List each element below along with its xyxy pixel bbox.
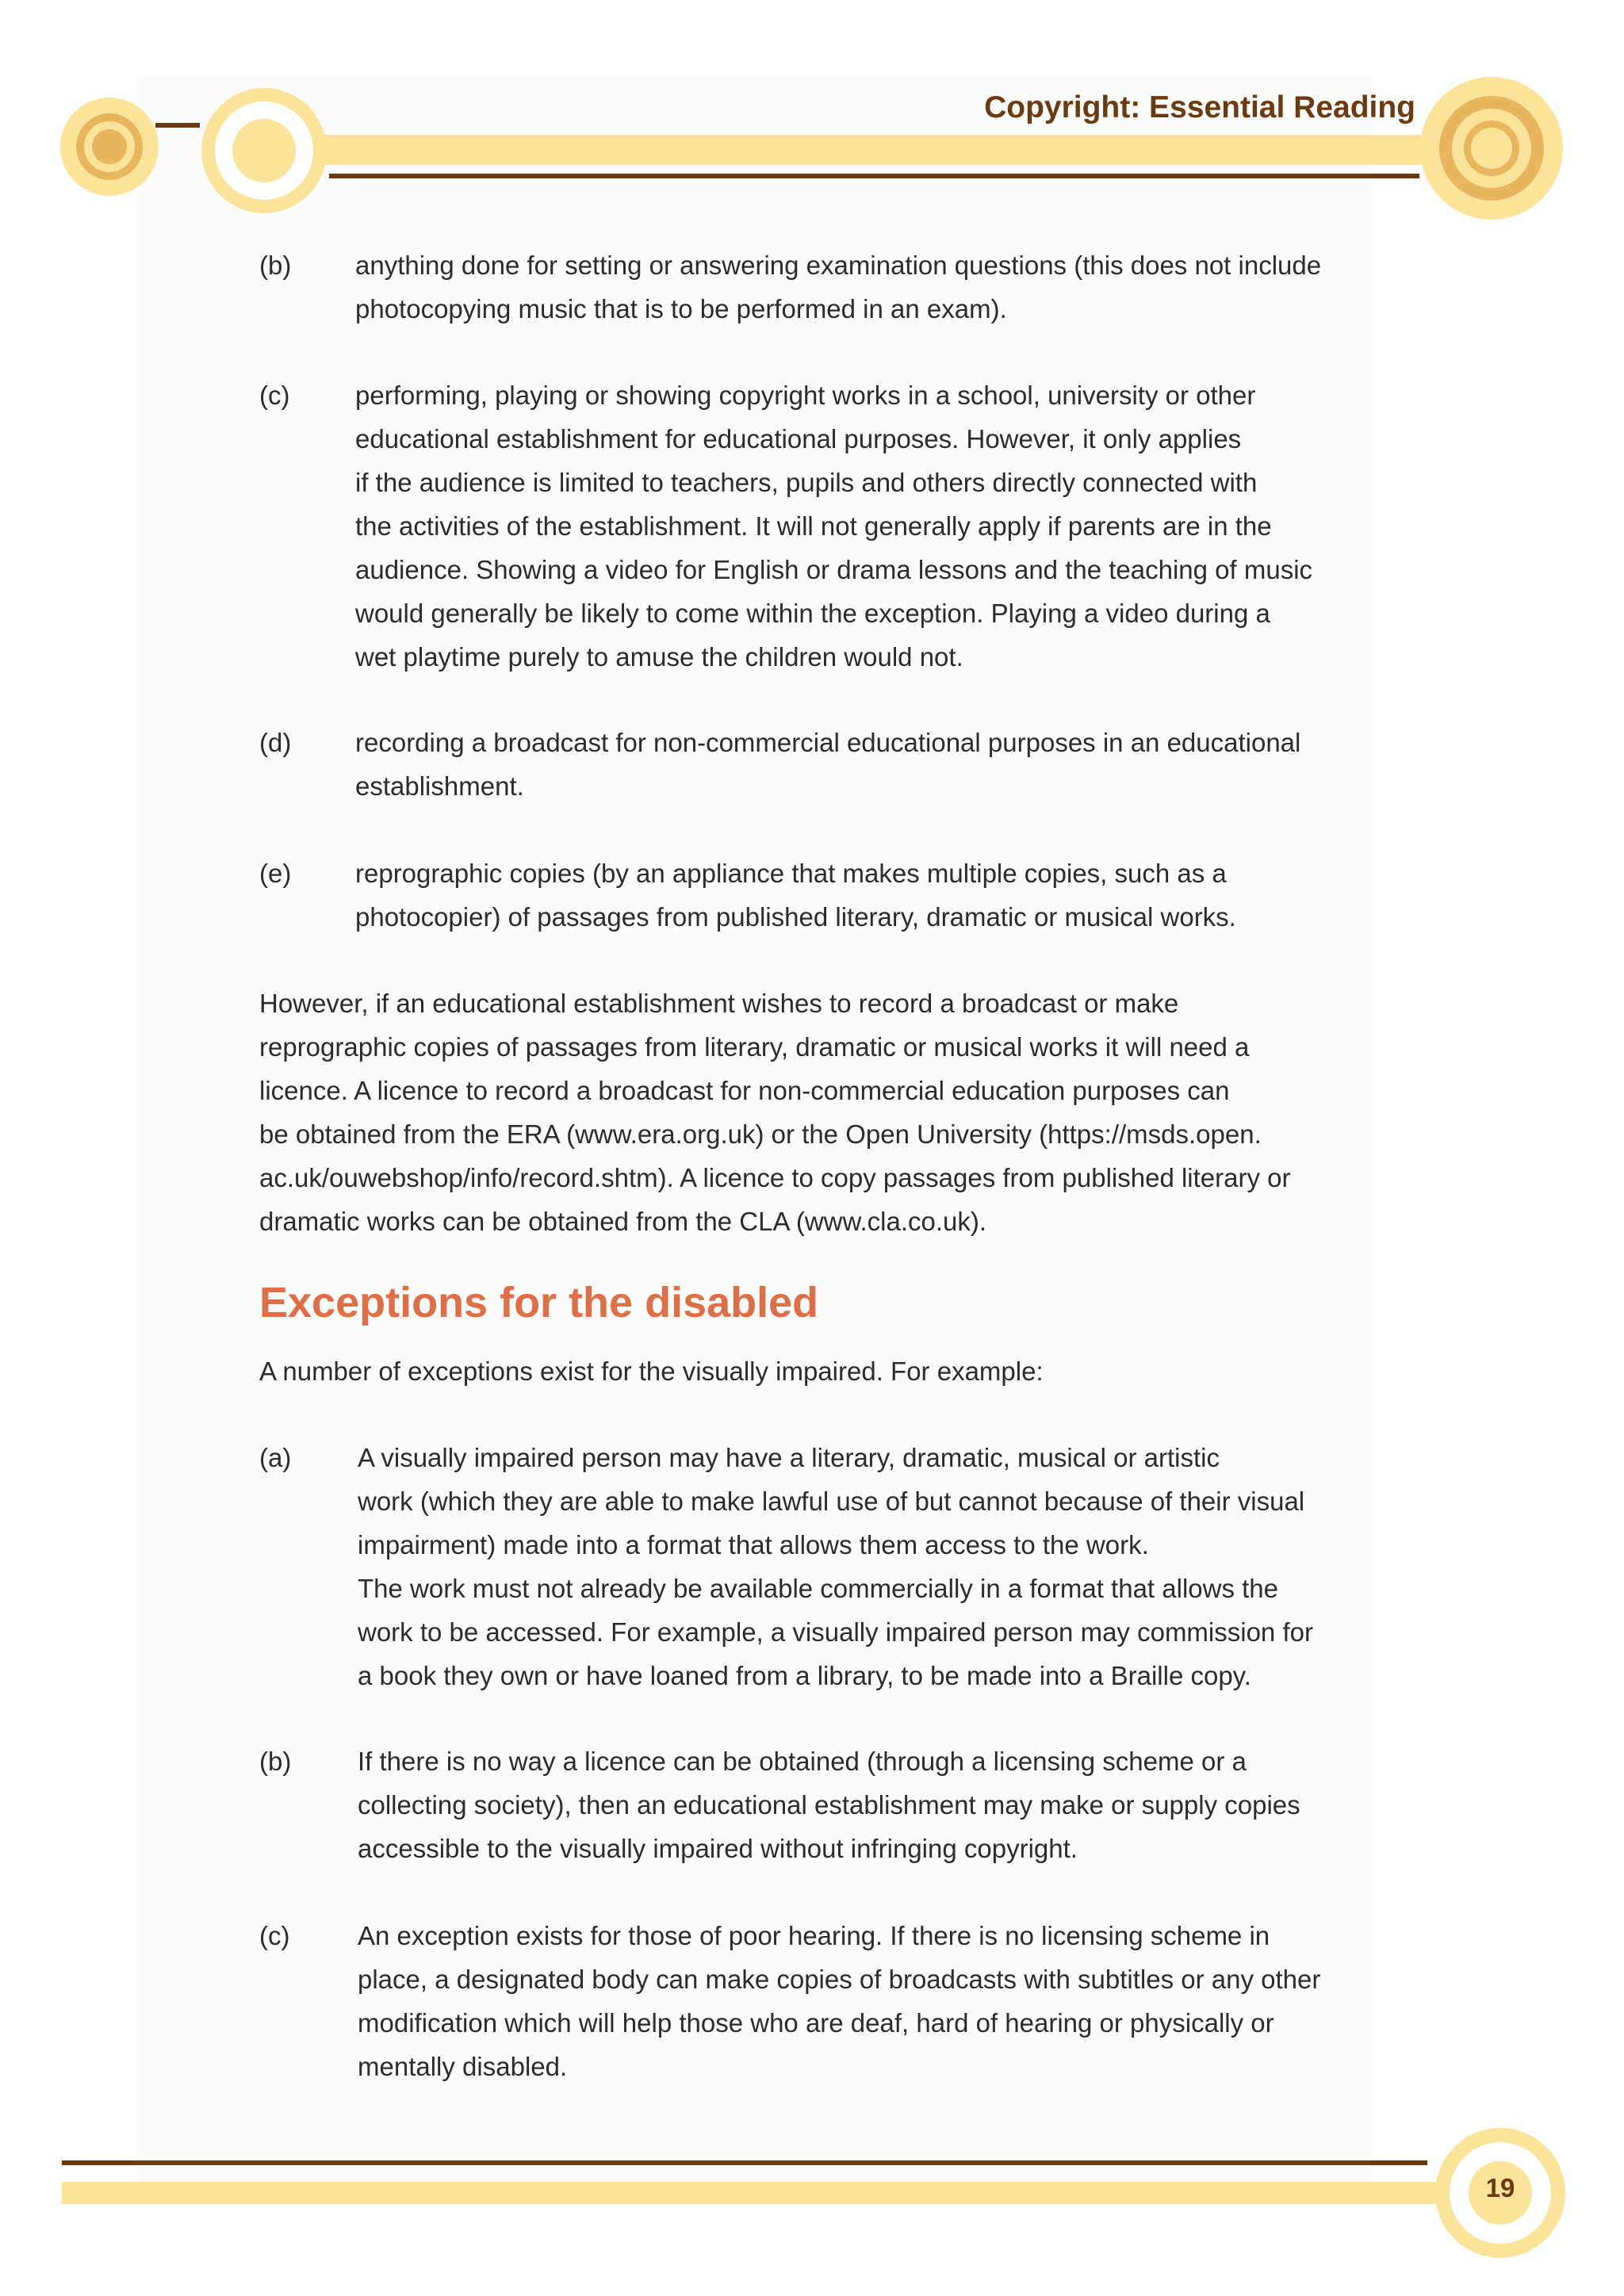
list-item-label: (e) xyxy=(259,859,292,888)
text-line: reprographic copies of passages from literary, dramatic or musical works it will need a xyxy=(259,1032,1250,1062)
text-line: collecting society), then an educational establishment may make or supply copies xyxy=(358,1790,1300,1820)
text-line: A visually impaired person may have a literary, dramatic, musical or artistic xyxy=(358,1443,1220,1472)
licence-paragraph xyxy=(259,982,1385,1243)
text-line: be obtained from the ERA (www.era.org.uk) or the Open University (https://msds.open. xyxy=(259,1119,1262,1149)
text-line: photocopying music that is to be performed in an exam). xyxy=(355,294,1007,323)
text-line: establishment. xyxy=(355,771,524,801)
text-line: educational establishment for educational purposes. However, it only applies xyxy=(355,424,1242,453)
text-line: The work must not already be available commercially in a format that allows the xyxy=(358,1574,1279,1603)
section-intro xyxy=(259,1349,1385,1393)
text-line: impairment) made into a format that allows them access to the work. xyxy=(358,1530,1149,1559)
text-line: performing, playing or showing copyright works in a school, university or other xyxy=(355,381,1256,410)
list-item-label: (c) xyxy=(259,1921,290,1950)
page-number: 19 xyxy=(1485,2173,1515,2202)
text-line: would generally be likely to come within the exception. Playing a video during a xyxy=(355,599,1270,628)
list-item-text xyxy=(358,1914,1333,2088)
text-line: the activities of the establishment. It will not generally apply if parents are in the xyxy=(355,511,1272,541)
list-item-label: (b) xyxy=(259,1747,292,1776)
list-item-label: (b) xyxy=(259,251,292,280)
text-line: audience. Showing a video for English or drama lessons and the teaching of music xyxy=(355,555,1313,584)
text-line: photocopier) of passages from published literary, dramatic or musical works. xyxy=(355,902,1236,932)
text-line: a book they own or have loaned from a library, to be made into a Braille copy. xyxy=(358,1661,1251,1690)
list-item-label: (a) xyxy=(259,1443,292,1472)
footer-band xyxy=(62,2182,1513,2204)
text-line: recording a broadcast for non-commercial educational purposes in an educational xyxy=(355,728,1301,757)
text-line: anything done for setting or answering examination questions (this does not include xyxy=(355,251,1322,280)
list-item-text xyxy=(358,1739,1333,1870)
list-item-label: (c) xyxy=(259,381,290,410)
text-line: If there is no way a licence can be obtained (through a licensing scheme or a xyxy=(358,1747,1247,1776)
text-line: modification which will help those who are deaf, hard of hearing or physically or xyxy=(358,2008,1274,2038)
text-line: wet playtime purely to amuse the children would not. xyxy=(355,642,963,672)
header-middle-circle-icon xyxy=(201,88,327,213)
footer-decoration xyxy=(0,2125,1624,2296)
header-right-target-icon xyxy=(1420,77,1563,220)
text-line: accessible to the visually impaired without infringing copyright. xyxy=(358,1834,1078,1863)
text-line: An exception exists for those of poor hearing. If there is no licensing scheme in xyxy=(358,1921,1270,1950)
text-line: work to be accessed. For example, a visually impaired person may commission for xyxy=(358,1617,1313,1647)
section-heading: Exceptions for the disabled xyxy=(259,1279,819,1326)
text-line: mentally disabled. xyxy=(358,2052,568,2081)
list-item-text xyxy=(355,373,1331,679)
text-line: reprographic copies (by an appliance that makes multiple copies, such as a xyxy=(355,859,1227,888)
list-item-text xyxy=(355,243,1331,331)
list-item-text xyxy=(358,1436,1333,1697)
header-band xyxy=(262,135,1467,165)
text-line: A number of exceptions exist for the visually impaired. For example: xyxy=(259,1357,1044,1386)
text-line: ac.uk/ouwebshop/info/record.shtm). A licence to copy passages from published literary or xyxy=(259,1163,1291,1192)
text-line: place, a designated body can make copies of broadcasts with subtitles or any other xyxy=(358,1965,1321,1994)
text-line: if the audience is limited to teachers, pupils and others directly connected with xyxy=(355,468,1258,497)
text-line: work (which they are able to make lawful use of but cannot because of their visual xyxy=(358,1487,1305,1516)
text-line: licence. A licence to record a broadcast for non-commercial education purposes can xyxy=(259,1076,1230,1105)
text-line: However, if an educational establishment wishes to record a broadcast or make xyxy=(259,989,1179,1018)
list-item-text xyxy=(355,721,1331,808)
list-item-text xyxy=(355,851,1331,939)
list-item-label: (d) xyxy=(259,728,292,757)
text-line: dramatic works can be obtained from the CLA (www.cla.co.uk). xyxy=(259,1207,987,1236)
header-left-target-icon xyxy=(60,98,159,196)
running-header-title: Copyright: Essential Reading xyxy=(984,90,1415,124)
